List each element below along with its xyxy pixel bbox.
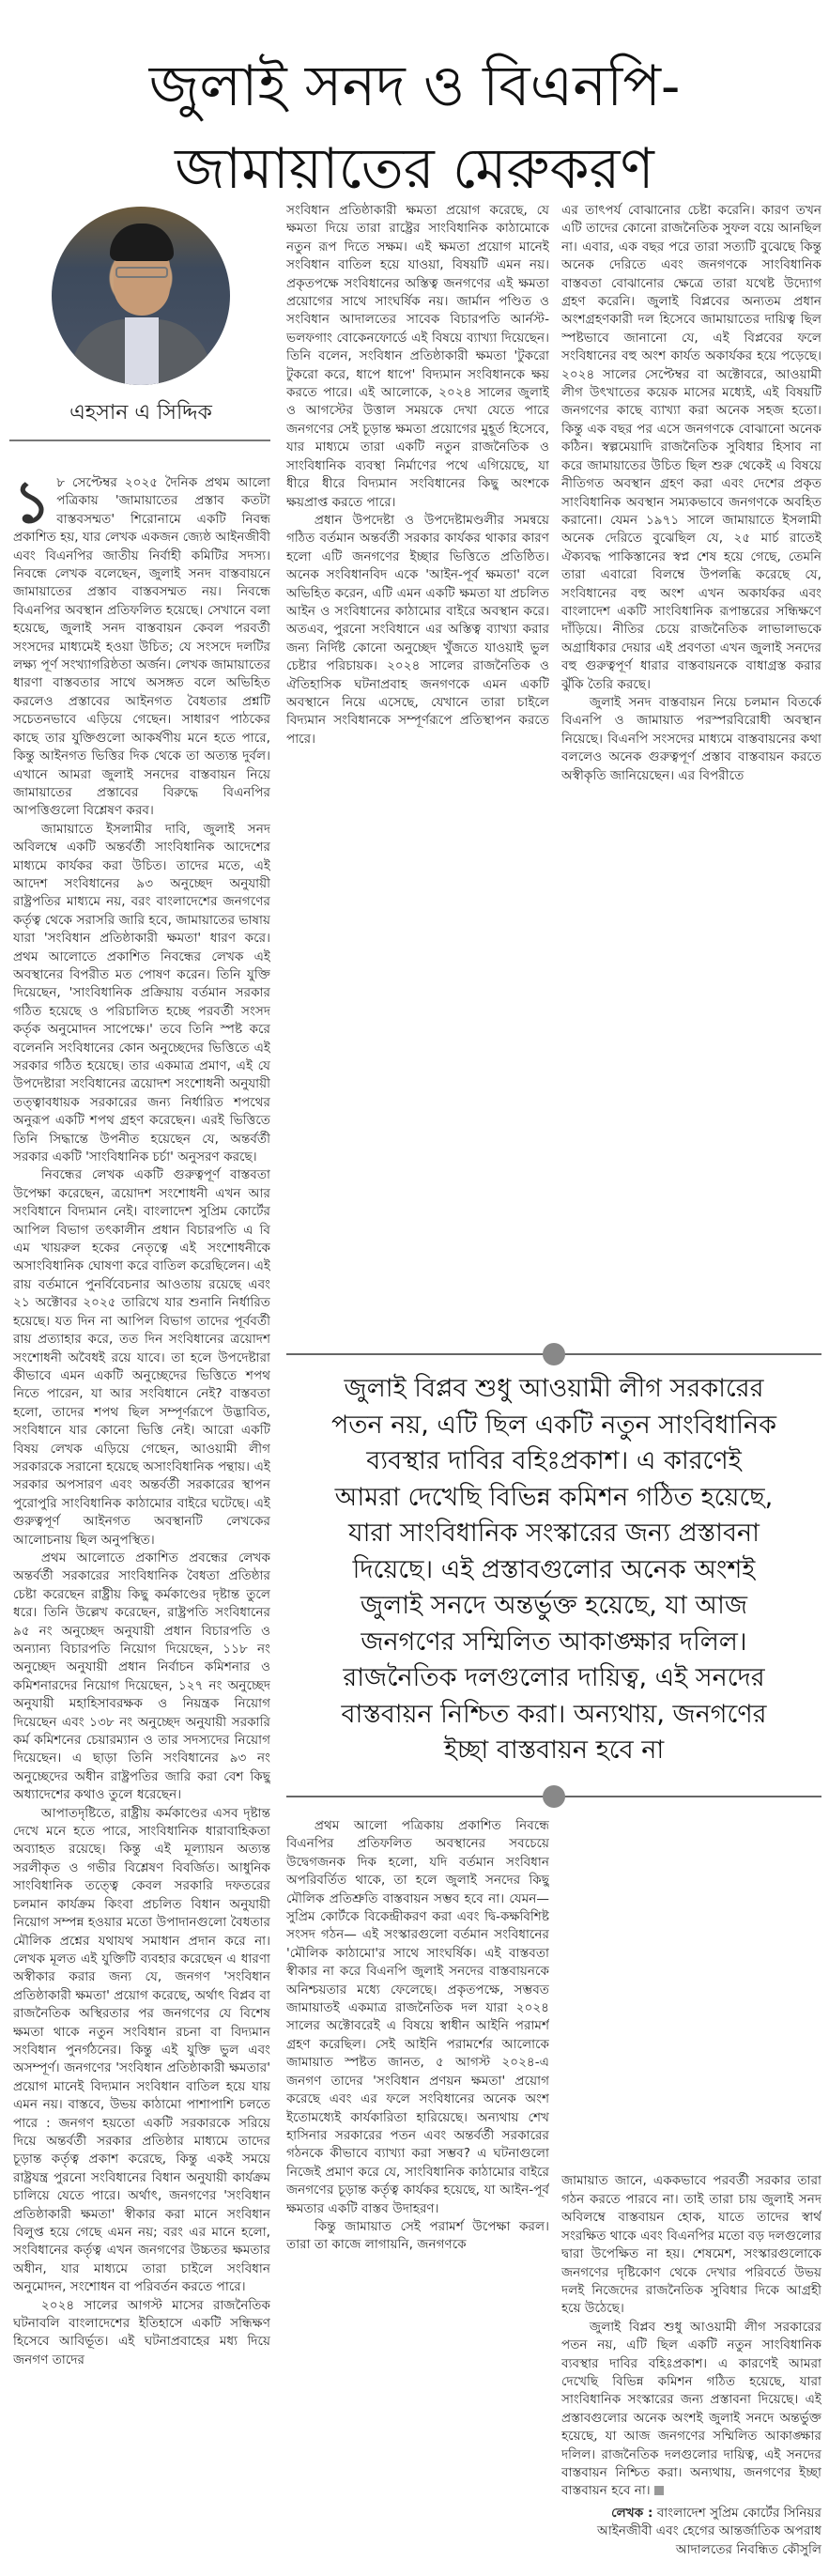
pull-quote-line: ব্যবস্থার দাবির বহিঃপ্রকাশ। এ কারণেই (366, 1446, 742, 1475)
paragraph: নিবন্ধের লেখক একটি গুরুত্বপূর্ণ বাস্তবতা উপেক্ষা করেছেন, ত্রয়োদশ সংশোধনী এখন আর সংবিধানে বিদ্যমান নেই। বাংলাদেশ সুপ্রিম কোর্টের আপিল বিভাগ তৎকালীন প্রধান বিচারপতি এ বি এম খায়রুল হকের নেতৃত্বে এই সংশোধনীকে অসাংবিধানিক ঘোষণা করে বাতিল করেছিলেন। এই রায় বর্তমানে পুনর্বিবেচনার আওতায় রয়েছে এবং ২১ অক্টোবর ২০২৫ তারিখে যার শুনানি নির্ধারিত হয়েছে। যত দিন না আপিল বিভাগ তাদের পূর্ববর্তী রায় প্রত্যাহার করে, তত দিন সংবিধানের ত্রয়োদশ সংশোধনী অবৈধই রয়ে যাবে। তা হলে উপদেষ্টারা কীভাবে এমন একটি অনুচ্ছেদের ভিত্তিতে শপথ নিতে পারেন, যা আর সংবিধানে নেই? বাস্তবতা হলো, তাদের শপথ ছিল সম্পূর্ণরূপে উদ্ভাবিত, সংবিধানে যার কোনো ভিত্তি নেই। আরো একটি বিষয় লেখক এড়িয়ে গেছেন, আওয়ামী লীগ সরকারকে সরানো হয়েছে অসাংবিধানিক পন্থায়। এই সরকার অপসারণ এবং অন্তর্বর্তী সরকারের স্থাপন পুরোপুরি সাংবিধানিক কাঠামোর বাইরে ঘটেছে। এই গুরুত্বপূর্ণ আইনগত অবস্থানটি লেখকের আলোচনায় ছিল অনুপস্থিত। (13, 1167, 270, 1548)
pull-quote-line: জনগণের সম্মিলিত আকাঙ্ক্ষার দলিল। (361, 1627, 747, 1657)
paragraph: কিন্তু জামায়াত সেই পরামর্শ উপেক্ষা করল। তারা তা কাজে লাগায়নি, জনগণকে (286, 2218, 549, 2253)
column-3-top (561, 202, 821, 1341)
paragraph: সংবিধান প্রতিষ্ঠাকারী ক্ষমতা প্রয়োগ করেছে, যে ক্ষমতা দিয়ে তারা রাষ্ট্রের সাংবিধানিক কাঠামোকে নতুন রূপ দিতে সক্ষম। এই ক্ষমতা প্রয়োগ মানেই সংবিধান বাতিল হয়ে যাওয়া, বিষয়টি এমন নয়। প্রকৃতপক্ষে সংবিধানের অস্তিত্ব জনগণের এই ক্ষমতা প্রয়োগের সাথে সাংঘর্ষিক নয়। জার্মান পণ্ডিত ও সংবিধান আদালতের সাবেক বিচারপতি আর্নস্ট-ভলফগাং বোকেনফোর্ডে এই বিষয়ে ব্যাখ্যা দিয়েছেন। তিনি বলেন, সংবিধান প্রতিষ্ঠাকারী ক্ষমতা 'টুকরো টুকরো করে, ধাপে ধাপে' বিদ্যমান সংবিধানকে ক্ষয় করতে পারে। এই আলোকে, ২০২৪ সালের জুলাই ও আগস্টের উত্তাল সময়কে দেখা যেতে পারে জনগণের সেই চূড়ান্ত ক্ষমতা প্রয়োগের মুহূর্ত হিসেবে, যার মাধ্যমে তারা একটি নতুন রাজনৈতিক ও সাংবিধানিক ব্যবস্থা নির্মাণের পথে এগিয়েছে, যা ধীরে ধীরে বিদ্যমান সংবিধানের কিছু অংশকে ক্ষয়প্রাপ্ত করতে পারে। (286, 203, 549, 510)
pull-quote-line: জুলাই সনদে অন্তর্ভুক্ত হয়েছে, যা আজ (360, 1591, 748, 1620)
pull-quote (286, 1371, 821, 1769)
headline (0, 45, 829, 210)
author-name: এহসান এ সিদ্দিক (69, 401, 212, 424)
paragraph: জামায়াতে ইসলামীর দাবি, জুলাই সনদ অবিলম্বে একটি অন্তর্বর্তী সাংবিধানিক আদেশের মাধ্যমে কার্যকর করা উচিত। তাদের মতে, এই আদেশ সংবিধানের ৯৩ অনুচ্ছেদ অনুযায়ী রাষ্ট্রপতির মাধ্যমে নয়, বরং বাংলাদেশের জনগণের কর্তৃত্ব থেকে সরাসরি জারি হবে, জামায়াতের ভাষায় যারা 'সংবিধান প্রতিষ্ঠাকারী ক্ষমতা' ধারণ করে। প্রথম আলোতে প্রকাশিত নিবন্ধের লেখক এই অবস্থানের বিপরীত মত পোষণ করেন। তিনি যুক্তি দিয়েছেন, 'সাংবিধানিক প্রক্রিয়ায় বর্তমান সরকার গঠিত হয়েছে ও পরিচালিত হচ্ছে পরবর্তী সংসদ কর্তৃক অনুমোদন সাপেক্ষে।' তবে তিনি স্পষ্ট করে বলেননি সংবিধানের কোন অনুচ্ছেদের ভিত্তিতে এই সরকার গঠিত হয়েছে। তার একমাত্র প্রমাণ, এই যে উপদেষ্টারা সংবিধানের ত্রয়োদশ সংশোধনী অনুযায়ী তত্ত্বাবধায়ক সরকারের জন্য নির্ধারিত শপথের অনুরূপ একটি শপথ গ্রহণ করেছেন। এরই ভিত্তিতে তিনি সিদ্ধান্তে উপনীত হয়েছেন যে, অন্তর্বর্তী সরকার একটি 'সাংবিধানিক চর্চা' অনুসরণ করছে। (13, 821, 270, 1165)
paragraph (561, 2319, 821, 2501)
photo-shirt (125, 317, 159, 385)
pull-quote-line: পতন নয়, এটি ছিল একটি নতুন সাংবিধানিক (330, 1410, 777, 1440)
drop-cap: ১ (13, 474, 52, 536)
column-1 (13, 474, 270, 2572)
headline-line-1: জুলাই সনদ ও বিএনপি- (148, 54, 681, 120)
paragraph (13, 474, 270, 821)
pull-quote-top-dot (543, 1343, 565, 1365)
paragraph-text: ৮ সেপ্টেম্বর ২০২৫ দৈনিক প্রথম আলো পত্রিকায় 'জামায়াতের প্রস্তাব কতটা বাস্তবসম্মত' শিরোনামে একটি নিবন্ধ প্রকাশিত হয়, যার লেখক একজন জ্যেষ্ঠ আইনজীবী এবং বিএনপির জাতীয় নির্বাহী কমিটির সদস্য। নিবন্ধে লেখক বলেছেন, জুলাই সনদ বাস্তবায়নে জামায়াতের প্রস্তাব বাস্তবসম্মত নয়। নিবন্ধে বিএনপির অবস্থান প্রতিফলিত হয়েছে। সেখানে বলা হয়েছে, জুলাই সনদ বাস্তবায়ন কেবল পরবর্তী সংসদের মাধ্যমেই হওয়া উচিত; যে সংসদে দলটির লক্ষ্য পূর্ণ সংখ্যাগরিষ্ঠতা অর্জন। লেখক জামায়াতের ধারণা বাস্তবতার সাথে অসঙ্গত বলে অভিহিত করলেও প্রস্তাবের আইনগত বৈধতার প্রশ্নটি সচেতনভাবে এড়িয়ে গেছেন। সাধারণ পাঠকের কাছে তার যুক্তিগুলো আকর্ষণীয় মনে হতে পারে, কিন্তু আইনগত ভিত্তির দিক থেকে তা অত্যন্ত দুর্বল। এখানে আমরা জুলাই সনদের বাস্তবায়ন নিয়ে জামায়াতের প্রস্তাবের বিরুদ্ধে বিএনপির আপত্তিগুলো বিশ্লেষণ করব। (13, 475, 270, 819)
author-divider (9, 440, 270, 441)
author-byline (561, 2505, 821, 2559)
paragraph: প্রধান উপদেষ্টা ও উপদেষ্টামণ্ডলীর সমন্বয়ে গঠিত বর্তমান অন্তর্বর্তী সরকার কার্যকর থাকার কারণ হলো এটি জনগণের ইচ্ছার ভিত্তিতে প্রতিষ্ঠিত। অনেক সংবিধানবিদ একে 'আইন-পূর্ব ক্ষমতা' বলে অভিহিত করেন, এটি এমন একটি ক্ষমতা যা প্রচলিত আইন ও সংবিধানের কাঠামোর বাইরে অবস্থান করে। অতএব, পুরনো সংবিধানে এর অস্তিত্ব ব্যাখ্যা করার জন্য নির্দিষ্ট কোনো অনুচ্ছেদ খুঁজতে যাওয়াই ভুল চেষ্টার পরিচায়ক। ২০২৪ সালের রাজনৈতিক ও ঐতিহাসিক ঘটনাপ্রবাহ জনগণকে এমন একটি অবস্থানে নিয়ে এসেছে, যেখানে তারা চাইলে বিদ্যমান সংবিধানকে সম্পূর্ণরূপে প্রতিস্থাপন করতে পারে। (286, 512, 549, 747)
photo-hair (110, 224, 174, 261)
byline-label: লেখক : (611, 2505, 653, 2521)
column-3-bottom (561, 1817, 821, 2559)
photo-glasses (115, 267, 168, 278)
paragraph: জুলাই সনদ বাস্তবায়ন নিয়ে চলমান বিতর্কে বিএনপি ও জামায়াত পরস্পরবিরোধী অবস্থান নিয়েছে। বিএনপি সংসদের মাধ্যমে বাস্তবায়নের কথা বললেও অনেক গুরুত্বপূর্ণ প্রস্তাব বাস্তবায়ন করতে অস্বীকৃতি জানিয়েছেন। এর বিপরীতে (561, 694, 821, 783)
pull-quote-line: বাস্তবায়ন নিশ্চিত করা। অন্যথায়, জনগণের (341, 1699, 767, 1729)
paragraph: আপাতদৃষ্টিতে, রাষ্ট্রীয় কর্মকাণ্ডের এসব দৃষ্টান্ত দেখে মনে হতে পারে, সাংবিধানিক ধারাবাহিকতা অব্যাহত রয়েছে। কিন্তু এই মূল্যায়ন অত্যন্ত সরলীকৃত ও গভীর বিশ্লেষণ বিবর্জিত। আধুনিক সাংবিধানিক তত্ত্বে কেবল সরকারি দফতরের চলমান কার্যক্রম কিংবা প্রচলিত বিধান অনুযায়ী নিয়োগ সম্পন্ন হওয়ার মতো উপাদানগুলো বৈধতার মৌলিক প্রশ্নের যথাযথ সমাধান প্রদান করে না। লেখক মূলত এই যুক্তিটি ব্যবহার করেছেন এ ধারণা অস্বীকার করার জন্য যে, জনগণ 'সংবিধান প্রতিষ্ঠাকারী ক্ষমতা' প্রয়োগ করেছে, অর্থাৎ বিপ্লব বা রাজনৈতিক অস্থিরতার পর জনগণের যে বিশেষ ক্ষমতা থাকে নতুন সংবিধান রচনা বা বিদ্যমান সংবিধান পুনর্গঠনের। কিন্তু এই যুক্তি ভুল এবং অসম্পূর্ণ। জনগণের 'সংবিধান প্রতিষ্ঠাকারী ক্ষমতার' প্রয়োগ মানেই বিদ্যমান সংবিধান বাতিল হয়ে যায় এমন নয়। বাস্তবে, উভয় কাঠামো পাশাপাশি চলতে পারে : জনগণ হয়তো একটি সরকারকে সরিয়ে দিয়ে অন্তর্বর্তী সরকার প্রতিষ্ঠার মাধ্যমে তাদের চূড়ান্ত কর্তৃত্ব প্রকাশ করেছে, কিন্তু একই সময়ে রাষ্ট্রযন্ত্র পুরনো সংবিধানের বিধান অনুযায়ী কার্যক্রম চালিয়ে যেতে পারে। অর্থাৎ, জনগণের 'সংবিধান প্রতিষ্ঠাকারী ক্ষমতা' স্বীকার করা মানে সংবিধান বিলুপ্ত হয়ে গেছে এমন নয়; বরং এর মানে হলো, সংবিধানের কর্তৃত্ব এখন জনগণের উচ্চতর ক্ষমতার অধীন, যার মাধ্যমে তারা চাইলে সংবিধান অনুমোদন, সংশোধন বা পরিবর্তন করতে পারে। (13, 1805, 270, 2295)
paragraph: জামায়াত জানে, এককভাবে পরবর্তী সরকার তারা গঠন করতে পারবে না। তাই তারা চায় জুলাই সনদ অবিলম্বে বাস্তবায়ন হোক, যাতে তাদের স্বার্থ সংরক্ষিত থাকে এবং বিএনপির মতো বড় দলগুলোর দ্বারা উপেক্ষিত না হয়। শেষমেশ, সংস্কারগুলোকে জনগণের দৃষ্টিকোণ থেকে দেখার পরিবর্তে উভয় দলই নিজেদের রাজনৈতিক সুবিধার দিকে আগ্রহী হয়ে উঠেছে। (561, 2173, 821, 2317)
pull-quote-line: যারা সাংবিধানিক সংস্কারের জন্য প্রস্তাবনা (348, 1519, 760, 1548)
pull-quote-line: জুলাই বিপ্লব শুধু আওয়ামী লীগ সরকারের (344, 1374, 764, 1403)
paragraph: ২০২৪ সালের আগস্ট মাসের রাজনৈতিক ঘটনাবলি বাংলাদেশের ইতিহাসে একটি সন্ধিক্ষণ হিসেবে আবির্ভূত। এই ঘটনাপ্রবাহের মধ্য দিয়ে জনগণ তাদের (13, 2297, 270, 2368)
pull-quote-line: রাজনৈতিক দলগুলোর দায়িত্ব, এই সনদের (343, 1663, 765, 1692)
column-2-top (286, 202, 549, 1341)
paragraph-text: জুলাই বিপ্লব শুধু আওয়ামী লীগ সরকারের পতন নয়, এটি ছিল একটি নতুন সাংবিধানিক ব্যবস্থার দাবির বহিঃপ্রকাশ। এ কারণেই আমরা দেখেছি বিভিন্ন কমিশন গঠিত হয়েছে, যারা সাংবিধানিক সংস্কারের জন্য প্রস্তাবনা দিয়েছে। এই প্রস্তাবগুলোর অনেক অংশই জুলাই সনদে অন্তর্ভুক্ত হয়েছে, যা আজ জনগণের সম্মিলিত আকাঙ্ক্ষার দলিল। রাজনৈতিক দলগুলোর দায়িত্ব, এই সনদের বাস্তবায়ন নিশ্চিত করা। অন্যথায়, জনগণের ইচ্ছা বাস্তবায়ন হবে না। (561, 2319, 821, 2499)
author-photo (52, 207, 230, 385)
paragraph: এর তাৎপর্য বোঝানোর চেষ্টা করেনি। কারণ তখন এটি তাদের কোনো রাজনৈতিক সুফল বয়ে আনছিল না। এবার, এক বছর পরে তারা সত্যটি বুঝেছে কিন্তু অনেক দেরিতে এবং জনগণকে সাংবিধানিক বাস্তবতা বোঝানোর ক্ষেত্রে তারা যথেষ্ট উদ্যোগ গ্রহণ করেনি। জুলাই বিপ্লবের অন্যতম প্রধান অংশগ্রহণকারী দল হিসেবে জামায়াতের দায়িত্ব ছিল স্পষ্টভাবে জানানো যে, এই বিপ্লবের ফলে সংবিধানের বহু অংশ কার্যত অকার্যকর হয়ে পড়েছে। ২০২৪ সালের সেপ্টেম্বর বা অক্টোবরে, আওয়ামী লীগ উৎখাতের কয়েক মাসের মধ্যেই, এই বিষয়টি জনগণের কাছে ব্যাখ্যা করা অনেক সহজ হতো। কিন্তু এক বছর পর এসে জনগণকে বোঝানো অনেক কঠিন। স্বল্পমেয়াদি রাজনৈতিক সুবিধার হিসাব না করে জামায়াতের উচিত ছিল শুরু থেকেই এ বিষয়ে নীতিগত অবস্থান গ্রহণ করা এবং দেশের প্রকৃত সাংবিধানিক অবস্থান সম্যকভাবে জনগণকে অবহিত করানো। যেমন ১৯৭১ সালে জামায়াতে ইসলামী অনেক দেরিতে বুঝেছিল যে, ২৫ মার্চ রাতেই ঐক্যবদ্ধ পাকিস্তানের স্বপ্ন শেষ হয়ে গেছে, তেমনি তারা এবারো বিলম্বে উপলব্ধি করেছে যে, সংবিধানের বহু অংশ এখন অকার্যকর এবং বাংলাদেশ একটি সাংবিধানিক রূপান্তরের সন্ধিক্ষণে দাঁড়িয়ে। নীতির চেয়ে রাজনৈতিক লাভালাভকে অগ্রাধিকার দেয়ার এই প্রবণতা এখন জুলাই সনদের বহু গুরুত্বপূর্ণ ধারার বাস্তবায়নকে বাধাগ্রস্ত করার ঝুঁকি তৈরি করছে। (561, 203, 821, 692)
byline-text: বাংলাদেশ সুপ্রিম কোর্টের সিনিয়র আইনজীবী এবং হেগের আন্তর্জাতিক অপরাধ আদালতের নিবন্ধিত কৌসুলি (596, 2505, 821, 2557)
paragraph: প্রথম আলো পত্রিকায় প্রকাশিত নিবন্ধে বিএনপির প্রতিফলিত অবস্থানের সবচেয়ে উদ্বেগজনক দিক হলো, যদি বর্তমান সংবিধান অপরিবর্তিত থাকে, তা হলে জুলাই সনদের কিছু মৌলিক প্রতিশ্রুতি বাস্তবায়ন সম্ভব হবে না। যেমন— সুপ্রিম কোর্টকে বিকেন্দ্রীকরণ করা এবং দ্বি-কক্ষবিশিষ্ট সংসদ গঠন— এই সংস্কারগুলো বর্তমান সংবিধানের 'মৌলিক কাঠামো'র সাথে সাংঘর্ষিক। এই বাস্তবতা স্বীকার না করে বিএনপি জুলাই সনদের বাস্তবায়নকে অনিশ্চয়তার মধ্যে ফেলেছে। প্রকৃতপক্ষে, সম্ভবত জামায়াতই একমাত্র রাজনৈতিক দল যারা ২০২৪ সালের অক্টোবরেই এ বিষয়ে স্বাধীন আইনি পরামর্শ গ্রহণ করেছিল। সেই আইনি পরামর্শের আলোকে জামায়াত স্পষ্টত জানত, ৫ আগস্ট ২০২৪-এ জনগণ তাদের 'সংবিধান প্রণয়ন ক্ষমতা' প্রয়োগ করেছে এবং এর ফলে সংবিধানের অনেক অংশ ইতোমধ্যেই কার্যকারিতা হারিয়েছে। অন্যথায় শেখ হাসিনার সরকারের পতন এবং অন্তর্বর্তী সরকারের গঠনকে কীভাবে ব্যাখ্যা করা সম্ভব? এ ঘটনাগুলো নিজেই প্রমাণ করে যে, সাংবিধানিক কাঠামোর বাইরে জনগণের চূড়ান্ত কর্তৃত্ব কার্যকর হয়েছে, যা আইন-পূর্ব ক্ষমতার একটি বাস্তব উদাহরণ। (286, 1818, 549, 2216)
pull-quote-line: ইচ্ছা বাস্তবায়ন হবে না (443, 1735, 665, 1765)
end-mark-icon (654, 2486, 664, 2495)
pull-quote-bottom-dot (543, 1785, 565, 1808)
pull-quote-line: দিয়েছে। এই প্রস্তাবগুলোর অনেক অংশই (352, 1554, 756, 1584)
column-2-bottom (286, 1817, 549, 2573)
pull-quote-line: আমরা দেখেছি বিভিন্ন কমিশন গঠিত হয়েছে, (334, 1482, 774, 1512)
headline-line-2: জামায়াতের মেরুকরণ (175, 136, 654, 203)
paragraph: প্রথম আলোতে প্রকাশিত প্রবন্ধের লেখক অন্তর্বর্তী সরকারের সাংবিধানিক বৈধতা প্রতিষ্ঠার চেষ্টা করেছেন রাষ্ট্রীয় কিছু কর্মকাণ্ডের দৃষ্টান্ত তুলে ধরে। তিনি উল্লেখ করেছেন, রাষ্ট্রপতি সংবিধানের ৯৫ নং অনুচ্ছেদ অনুযায়ী প্রধান বিচারপতি ও অন্যান্য বিচারপতি নিয়োগ দিয়েছেন, ১১৮ নং অনুচ্ছেদ অনুযায়ী প্রধান নির্বাচন কমিশনার ও কমিশনারদের নিয়োগ দিয়েছেন, ১২৭ নং অনুচ্ছেদ অনুযায়ী মহাহিসাবরক্ষক ও নিয়ন্ত্রক নিয়োগ দিয়েছেন এবং ১৩৮ নং অনুচ্ছেদ অনুযায়ী সরকারি কর্ম কমিশনের চেয়ারম্যান ও তার সদস্যদের নিয়োগ দিয়েছেন। এ ছাড়া তিনি সংবিধানের ৯৩ নং অনুচ্ছেদের অধীন রাষ্ট্রপতির জারি করা বেশ কিছু অধ্যাদেশের কথাও তুলে ধরেছেন। (13, 1550, 270, 1803)
